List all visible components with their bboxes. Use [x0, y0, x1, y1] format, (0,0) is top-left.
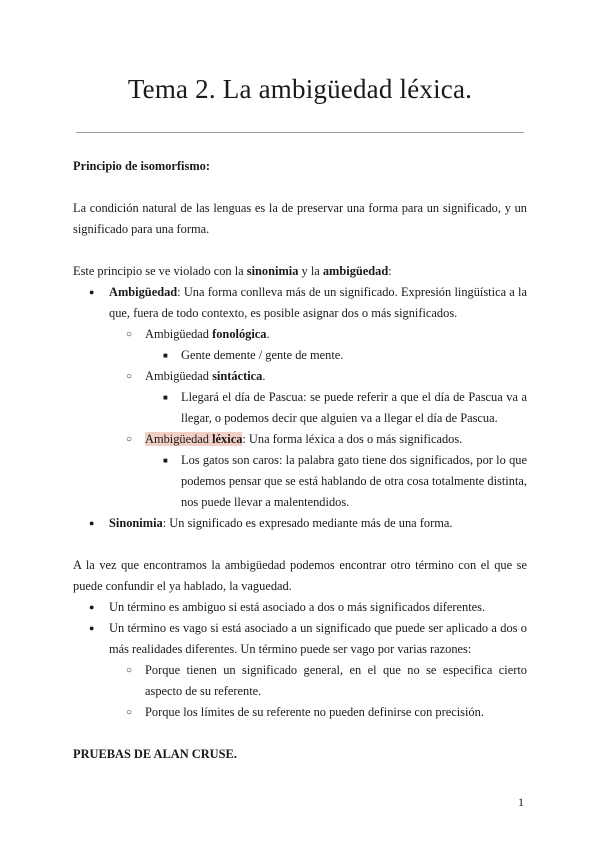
example-sintactica: Llegará el día de Pascua: se puede referir a que el día de Pascua va a llegar, o podemos decir que alguien va a llegar el día de Pascua.: [181, 390, 527, 425]
bullet-circle-icon: ○: [126, 665, 133, 676]
example-lexica: Los gatos son caros: la palabra gato tiene dos significados, por lo que podemos pensar que se está hablando de otra cosa totalmente distinta, nos puede llevar a malentendidos.: [181, 453, 527, 509]
bullet-square-icon: ■: [163, 456, 168, 465]
paragraph-isomorfismo: La condición natural de las lenguas es la de preservar una forma para un significado, y un significado para una forma.: [73, 201, 527, 236]
term-ambiguedad: ambigüedad: [322, 264, 389, 278]
title-divider: [76, 132, 524, 133]
bullet-square-icon: ■: [163, 393, 168, 402]
bullet-dot-icon: ●: [89, 287, 95, 297]
heading-pruebas: PRUEBAS DE ALAN CRUSE.: [73, 747, 237, 761]
page-number: 1: [518, 795, 524, 809]
list-item-vago: Un término es vago si está asociado a un significado que puede ser aplicado a dos o más realidades diferentes. Un término puede ser vago por varias razones:: [109, 621, 527, 656]
bullet-circle-icon: ○: [126, 707, 133, 718]
list-item-ambiguedad: Ambigüedad: Una forma conlleva más de un significado. Expresión lingüística a la que, fuera de todo contexto, es posible asignar dos o más significados.: [109, 285, 527, 320]
bullet-dot-icon: ●: [89, 623, 95, 633]
document-title: Tema 2. La ambigüedad léxica.: [127, 74, 473, 104]
sub-item-significado-general: Porque tienen un significado general, en el que no se especifica cierto aspecto de su referente.: [145, 663, 527, 698]
bullet-square-icon: ■: [163, 351, 168, 360]
bullet-dot-icon: ●: [89, 602, 95, 612]
highlighted-ambiguedad-lexica: Ambigüedad léxica: [145, 432, 243, 446]
sub-item-lexica: Ambigüedad léxica: Una forma léxica a dos o más significados.: [145, 432, 463, 446]
section-heading: Principio de isomorfismo:: [73, 159, 210, 173]
paragraph-principio: Este principio se ve violado con la sinonimia y la ambigüedad:: [73, 264, 392, 278]
sub-item-sintactica: Ambigüedad sintáctica.: [145, 369, 266, 383]
list-item-sinonimia: Sinonimia: Un significado es expresado mediante más de una forma.: [109, 516, 453, 530]
bullet-dot-icon: ●: [89, 518, 95, 528]
sub-item-limites: Porque los límites de su referente no pueden definirse con precisión.: [145, 705, 484, 719]
example-fonologica: Gente demente / gente de mente.: [181, 348, 344, 362]
sub-item-fonologica: Ambigüedad fonológica.: [145, 327, 270, 341]
list-item-ambiguo: Un término es ambiguo si está asociado a dos o más significados diferentes.: [109, 600, 486, 614]
bullet-circle-icon: ○: [126, 329, 133, 340]
term-sinonimia: sinonimia: [246, 264, 299, 278]
bullet-circle-icon: ○: [126, 434, 133, 445]
bullet-circle-icon: ○: [126, 371, 133, 382]
paragraph-vaguedad: A la vez que encontramos la ambigüedad podemos encontrar otro término con el que se puede confundir el ya hablado, la vaguedad.: [73, 558, 527, 593]
